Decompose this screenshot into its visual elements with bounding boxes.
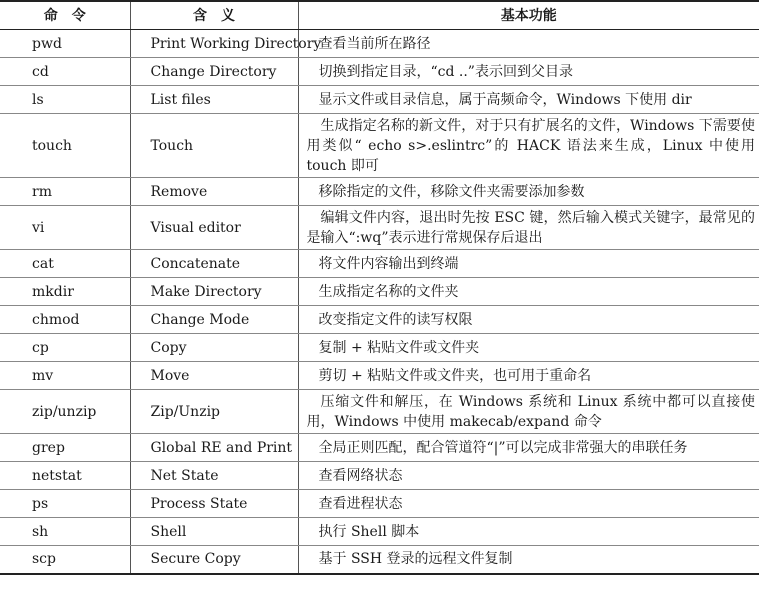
table-row [0, 178, 759, 206]
table-row [0, 546, 759, 574]
command-cell: grep [0, 434, 130, 462]
function-cell [298, 58, 759, 86]
meaning-cell: Make Directory [130, 278, 298, 306]
function-text: 执行 Shell 脚本 [318, 523, 420, 540]
function-text: 查看进程状态 [318, 495, 403, 512]
function-text: 生成指定名称的新文件，对于只有扩展名的文件，Windows 下需要使用类似“ echo s>.eslintrc”的 HACK 语法来生成，Linux 中使用 touch 即可 [306, 117, 755, 174]
table-row [0, 114, 759, 178]
command-cell: ls [0, 86, 130, 114]
command-cell: ps [0, 490, 130, 518]
function-text: 编辑文件内容，退出时先按 ESC 键，然后输入模式关键字，最常见的是输入“:wq”表示进行常规保存后退出 [306, 209, 755, 246]
function-text: 生成指定名称的文件夹 [318, 283, 459, 300]
function-text: 全局正则匹配，配合管道符“|”可以完成非常强大的串联任务 [318, 439, 688, 456]
column-header-function: 基本功能 [298, 1, 759, 30]
function-cell [298, 334, 759, 362]
table-row [0, 306, 759, 334]
function-text: 切换到指定目录，“cd ..”表示回到父目录 [318, 63, 573, 80]
function-cell [298, 546, 759, 574]
command-cell: chmod [0, 306, 130, 334]
meaning-cell: Move [130, 362, 298, 390]
function-cell [298, 178, 759, 206]
command-cell: scp [0, 546, 130, 574]
function-text: 移除指定的文件，移除文件夹需要添加参数 [318, 183, 585, 200]
meaning-cell: Change Mode [130, 306, 298, 334]
function-cell [298, 250, 759, 278]
table-row [0, 334, 759, 362]
function-cell [298, 86, 759, 114]
function-cell [298, 306, 759, 334]
function-text: 改变指定文件的读写权限 [318, 311, 473, 328]
table-row [0, 278, 759, 306]
function-cell [298, 434, 759, 462]
table-row [0, 30, 759, 58]
command-cell: zip/unzip [0, 390, 130, 434]
column-header-meaning: 含义 [130, 1, 298, 30]
meaning-cell: Shell [130, 518, 298, 546]
function-text: 剪切 + 粘贴文件或文件夹，也可用于重命名 [318, 367, 592, 384]
command-cell: cat [0, 250, 130, 278]
command-cell: netstat [0, 462, 130, 490]
function-text: 压缩文件和解压，在 Windows 系统和 Linux 系统中都可以直接使用，Windows 中使用 makecab/expand 命令 [306, 393, 755, 430]
meaning-cell: Visual editor [130, 206, 298, 250]
meaning-cell: Print Working Directory [130, 30, 298, 58]
command-cell: mv [0, 362, 130, 390]
function-cell [298, 362, 759, 390]
meaning-cell: Copy [130, 334, 298, 362]
function-cell [298, 390, 759, 434]
table-row [0, 390, 759, 434]
function-text: 复制 + 粘贴文件或文件夹 [318, 339, 480, 356]
command-cell: vi [0, 206, 130, 250]
function-text: 查看当前所在路径 [318, 35, 431, 52]
function-text: 基于 SSH 登录的远程文件复制 [318, 551, 513, 568]
table-row [0, 206, 759, 250]
command-cell: sh [0, 518, 130, 546]
meaning-cell: Touch [130, 114, 298, 178]
function-cell [298, 278, 759, 306]
command-cell: touch [0, 114, 130, 178]
command-cell: mkdir [0, 278, 130, 306]
column-header-command: 命令 [0, 1, 130, 30]
meaning-cell: Concatenate [130, 250, 298, 278]
command-cell: rm [0, 178, 130, 206]
function-text: 查看网络状态 [318, 467, 403, 484]
function-text: 将文件内容输出到终端 [318, 255, 459, 272]
meaning-cell: List files [130, 86, 298, 114]
function-cell [298, 490, 759, 518]
meaning-cell: Global RE and Print [130, 434, 298, 462]
table-row [0, 434, 759, 462]
function-cell [298, 30, 759, 58]
table-header-row [0, 1, 759, 30]
function-cell [298, 462, 759, 490]
command-cell: cp [0, 334, 130, 362]
meaning-cell: Net State [130, 462, 298, 490]
meaning-cell: Change Directory [130, 58, 298, 86]
function-cell [298, 206, 759, 250]
meaning-cell: Remove [130, 178, 298, 206]
meaning-cell: Secure Copy [130, 546, 298, 574]
table-row [0, 362, 759, 390]
table-row [0, 86, 759, 114]
function-cell [298, 114, 759, 178]
command-cell: pwd [0, 30, 130, 58]
function-text: 显示文件或目录信息，属于高频命令，Windows 下使用 dir [318, 91, 692, 108]
command-cell: cd [0, 58, 130, 86]
table-row [0, 250, 759, 278]
meaning-cell: Process State [130, 490, 298, 518]
function-cell [298, 518, 759, 546]
table-row [0, 58, 759, 86]
meaning-cell: Zip/Unzip [130, 390, 298, 434]
table-row [0, 518, 759, 546]
table-row [0, 490, 759, 518]
table-row [0, 462, 759, 490]
